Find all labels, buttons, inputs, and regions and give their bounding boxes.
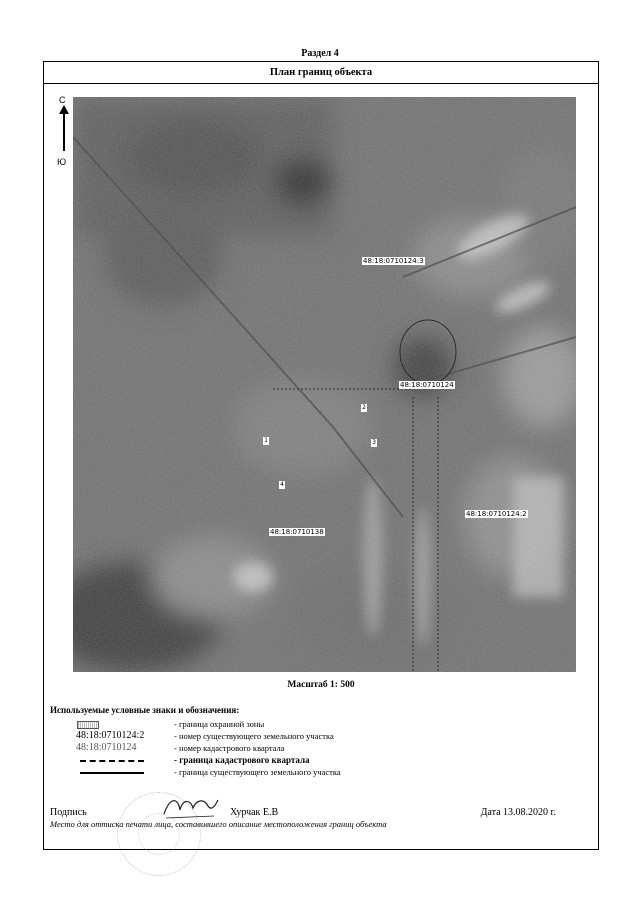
aerial-photo [73,97,576,672]
parcel-label: 48:18:0710124:3 [363,257,424,265]
protection-zone-symbol [77,721,99,729]
legend-symbol: 48:18:0710124 [76,742,137,753]
legend-title: Используемые условные знаки и обозначения: [50,705,240,715]
point-number: 2 [362,404,366,411]
legend-row [50,730,590,742]
north-label: С [59,95,66,105]
legend-symbol: 48:18:0710124:2 [76,730,145,741]
parcel-label: 48:18:0710138 [270,528,324,536]
legend-desc: - граница существующего земельного участка [174,767,341,777]
signature-date: Дата 13.08.2020 г. [480,807,556,818]
point-number: 4 [280,481,284,488]
plan-frame [43,61,599,850]
signer-name: Хурчак Е.В [230,807,279,818]
legend-row [50,742,590,754]
plan-title: План границ объекта [44,62,598,84]
point-number: 1 [264,437,268,444]
aerial-photo-image [73,97,576,672]
legend-row [50,718,590,730]
stamp-place-note: Место для оттиска печати лица, составившего описание местоположения границ объекта [50,819,387,829]
legend-desc: - номер кадастрового квартала [174,743,285,753]
section-title: Раздел 4 [301,48,339,59]
legend-row [50,766,590,778]
legend [50,705,590,778]
arrow-shaft [63,109,65,151]
legend-desc: - граница охранной зоны [174,719,265,729]
legend-row [50,754,590,766]
legend-desc: - граница кадастрового квартала [174,755,310,765]
legend-desc: - номер существующего земельного участка [174,731,334,741]
point-number: 3 [372,439,376,446]
signature-label: Подпись [50,807,87,818]
quarter-boundary-symbol [80,760,144,762]
parcel-boundary-symbol [80,772,144,774]
north-arrow-icon [57,95,73,170]
scale-label: Масштаб 1: 500 [287,680,355,690]
south-label: Ю [57,157,67,167]
parcel-label: 48:18:0710124:2 [466,510,527,518]
quarter-label: 48:18:0710124 [400,381,454,389]
